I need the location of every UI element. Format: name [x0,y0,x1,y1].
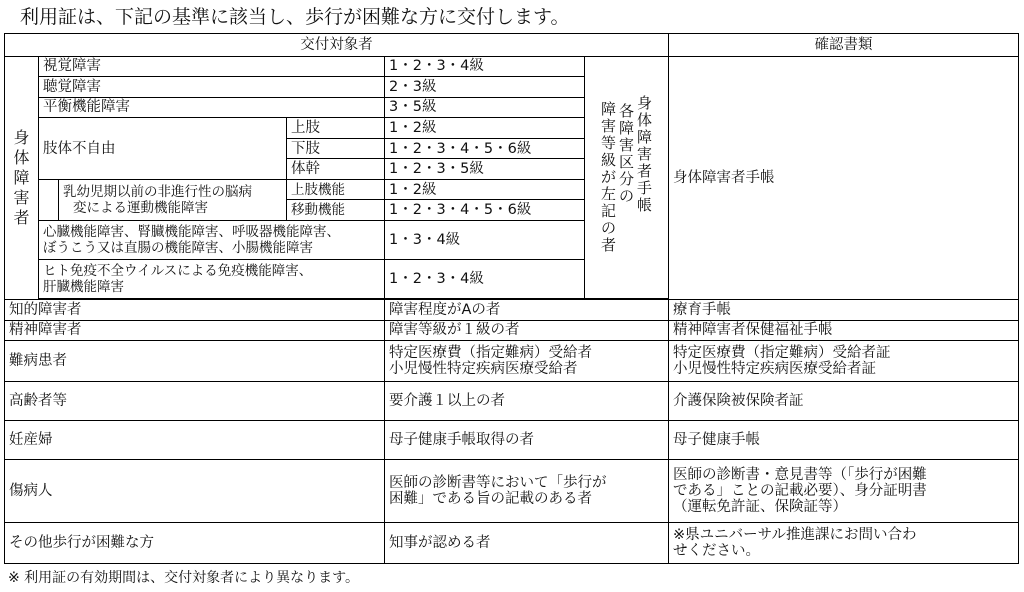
infant-upper-part: 上肢機能 [287,179,385,200]
intro-text: 利用証は、下記の基準に該当し、歩行が困難な方に交付します。 [20,6,570,28]
balance-grade: 3・5級 [385,97,585,118]
eligibility-table [4,33,1019,564]
limb-lower-part: 下肢 [287,138,385,159]
limb-trunk-part: 体幹 [287,159,385,180]
internal-name: 心臓機能障害、腎臓機能障害、呼吸器機能障害、 ぼうこう又は直腸の機能障害、小腸機能障害 [39,220,385,259]
limb-name: 肢体不自由 [39,118,287,180]
intellectual-label: 知的障害者 [5,300,385,321]
infant-upper-grade: 1・2級 [385,179,585,200]
mental-criteria: 障害等級が１級の者 [385,320,669,341]
other-criteria: 知事が認める者 [385,522,669,563]
other-doc: ※県ユニバーサル推進課にお問い合わ せください。 [669,522,1019,563]
injured-label: 傷病人 [5,460,385,523]
header-target: 交付対象者 [5,34,669,57]
visual-grade: 1・2・3・4級 [385,56,585,77]
hiv-grade: 1・2・3・4級 [385,259,585,298]
physical-label: 身 体 障 害 者 [5,56,39,300]
limb-upper-part: 上肢 [287,118,385,139]
limb-upper-grade: 1・2級 [385,118,585,139]
intractable-doc: 特定医療費（指定難病）受給者証 小児慢性特定疾病医療受給者証 [669,341,1019,382]
internal-grade: 1・3・4級 [385,220,585,259]
grade-note: 障 害 等 級 が 左 記 の 者 各 障 害 区 分 の 身 体 障 害 者 手 帳 [585,56,669,298]
balance-name: 平衡機能障害 [39,97,385,118]
injured-doc: 医師の診断書・意見書等（「歩行が困難 である」ことの記載必要）、身分証明書 （運転免許証、保険証等） [669,460,1019,523]
intractable-label: 難病患者 [5,341,385,382]
visual-name: 視覚障害 [39,56,385,77]
elderly-label: 高齢者等 [5,382,385,421]
infant-name: 乳幼児期以前の非進行性の脳病 変による運動機能障害 [59,179,287,220]
limb-lower-grade: 1・2・3・4・5・6級 [385,138,585,159]
limb-trunk-grade: 1・2・3・5級 [385,159,585,180]
mental-doc: 精神障害者保健福祉手帳 [669,320,1019,341]
pregnant-criteria: 母子健康手帳取得の者 [385,421,669,460]
physical-doc: 身体障害者手帳 [669,56,1019,300]
other-label: その他歩行が困難な方 [5,522,385,563]
intractable-criteria: 特定医療費（指定難病）受給者 小児慢性特定疾病医療受給者 [385,341,669,382]
infant-move-grade: 1・2・3・4・5・6級 [385,200,585,221]
injured-criteria: 医師の診断書等において「歩行が 困難」である旨の記載のある者 [385,460,669,523]
hiv-name: ヒト免疫不全ウイルスによる免疫機能障害、 肝臓機能障害 [39,259,385,298]
pregnant-doc: 母子健康手帳 [669,421,1019,460]
footnote: ※ 利用証の有効期間は、交付対象者により異なります。 [8,570,360,586]
intellectual-doc: 療育手帳 [669,300,1019,321]
elderly-doc: 介護保険被保険者証 [669,382,1019,421]
hearing-name: 聴覚障害 [39,77,385,98]
elderly-criteria: 要介護１以上の者 [385,382,669,421]
mental-label: 精神障害者 [5,320,385,341]
pregnant-label: 妊産婦 [5,421,385,460]
hearing-grade: 2・3級 [385,77,585,98]
header-docs: 確認書類 [669,34,1019,57]
infant-move-part: 移動機能 [287,200,385,221]
intellectual-criteria: 障害程度がAの者 [385,300,669,321]
